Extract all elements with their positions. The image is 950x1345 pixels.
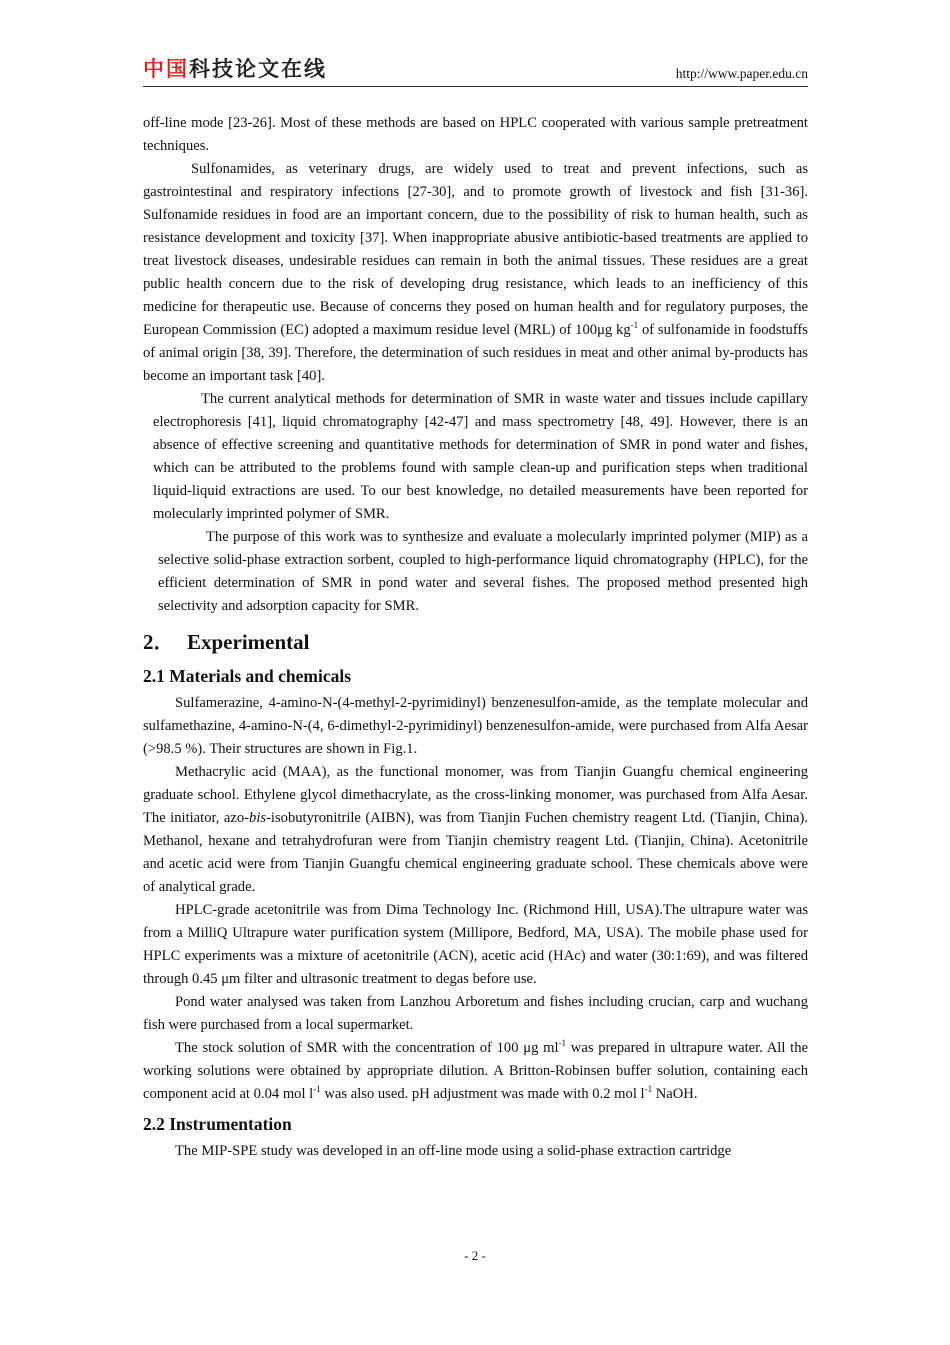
header-url: http://www.paper.edu.cn — [675, 66, 808, 81]
subsection-heading-materials: 2.1 Materials and chemicals — [143, 666, 352, 686]
instrumentation-paragraph-1: The MIP-SPE study was developed in an off-line mode using a solid-phase extraction cartridge — [175, 1143, 732, 1159]
materials-paragraph-2: Methacrylic acid (MAA), as the functional monomer, was from Tianjin Guangfu chemical engineering graduate school. Ethylene glycol dimethacrylate, as the cross-linking monomer, was purchased from Alfa Aesar. The initiator, azo-bis-isobutyronitrile (AIBN), was from Tianjin Fuchen chemistry reagent Ltd. (Tianjin, China). Methanol, hexane and tetrahydrofuran were from Tianjin chemistry reagent Ltd. (Tianjin, China). Acetonitrile and acetic acid were from Tianjin Guangfu chemical engineering graduate school. These chemicals above were of analytical grade. — [143, 764, 809, 895]
materials-paragraph-4: Pond water analysed was taken from Lanzhou Arboretum and fishes including crucian, carp and wuchang fish were purchased from a local supermarket. — [143, 994, 808, 1033]
materials-paragraph-1: Sulfamerazine, 4-amino-N-(4-methyl-2-pyrimidinyl) benzenesulfon-amide, as the template molecular and sulfamethazine, 4-amino-N-(4, 6-dimethyl-2-pyrimidinyl) benzenesulfon-amide, were purchased from Alfa Aesar (>98.5 %). Their structures are shown in Fig.1. — [143, 695, 808, 757]
materials-paragraph-5: The stock solution of SMR with the concentration of 100 μg $ml^{-1}$ was prepared in ultrapure water. All the working solutions were obtained by appropriate dilution. A Britton-Robinsen buffer solution, containing each component acid at 0.04 mol $l^{-1}$ was also used. pH adjustment was made with 0.2 mol $l^{-1}$ NaOH. — [143, 1038, 808, 1102]
materials-paragraph-3: HPLC-grade acetonitrile was from Dima Technology Inc. (Richmond Hill, USA).The ultrapure water was from a MilliQ Ultrapure water purification system (Millipore, Bedford, MA, USA). The mobile phase used for HPLC experiments was a mixture of acetonitrile (ACN), acetic acid (HAc) and water (30:1:69), and was filtered through 0.45 μm filter and ultrasonic treatment to degas before use. — [143, 902, 808, 987]
intro-paragraph-2: Sulfonamides, as veterinary drugs, are widely used to treat and prevent infections, such as gastrointestinal and respiratory infections [27-30], and to promote growth of livestock and fish [31-36]. Sulfonamide residues in food are an important concern, due to the possibility of risk to human health, such as resistance development and toxicity [37]. When inappropriate abusive antibiotic-based treatments are applied to treat livestock diseases, undesirable residues can remain in both the animal tissues. These residues are a great public health concern due to the risk of developing drug resistance, which leads to an inefficiency of this medicine for therapeutic use. Because of concerns they posed on human health and for regulatory purposes, the European Commission (EC) adopted a maximum residue level (MRL) of 100μg $kg^{-1}$ of sulfonamide in foodstuffs of animal origin [38, 39]. Therefore, the determination of such residues in meat and other animal by-products has become an important task [40]. — [143, 161, 808, 384]
subsection-heading-instrumentation: 2.2 Instrumentation — [143, 1114, 292, 1134]
intro-paragraph-3: The current analytical methods for determination of SMR in waste water and tissues include capillary electrophoresis [41], liquid chromatography [42-47] and mass spectrometry [48, 49]. However, there is an absence of effective screening and quantitative methods for determination of SMR in pond water and fishes, which can be attributed to the problems found with sample clean-up and purification steps when traditional liquid-liquid extractions are used. To our best knowledge, no detailed measurements have been reported for molecularly imprinted polymer of SMR. — [153, 391, 808, 522]
logo-text-paper-online: 科技论文在线 — [189, 57, 327, 81]
article-body — [143, 112, 808, 1163]
page-number: - 2 - — [464, 1248, 486, 1263]
logo-text-china: 中国 — [143, 57, 189, 81]
intro-paragraph-4: The purpose of this work was to synthesize and evaluate a molecularly imprinted polymer (MIP) as a selective solid-phase extraction sorbent, coupled to high-performance liquid chromatography (HPLC), for the efficient determination of SMR in pond water and several fishes. The proposed method presented high selectivity and adsorption capacity for SMR. — [158, 529, 808, 614]
journal-logo — [143, 56, 327, 82]
section-heading-experimental: 2． Experimental — [143, 630, 310, 654]
intro-paragraph-1: off-line mode [23-26]. Most of these methods are based on HPLC cooperated with various sample pretreatment techniques. — [143, 115, 808, 154]
page-header — [143, 56, 808, 87]
